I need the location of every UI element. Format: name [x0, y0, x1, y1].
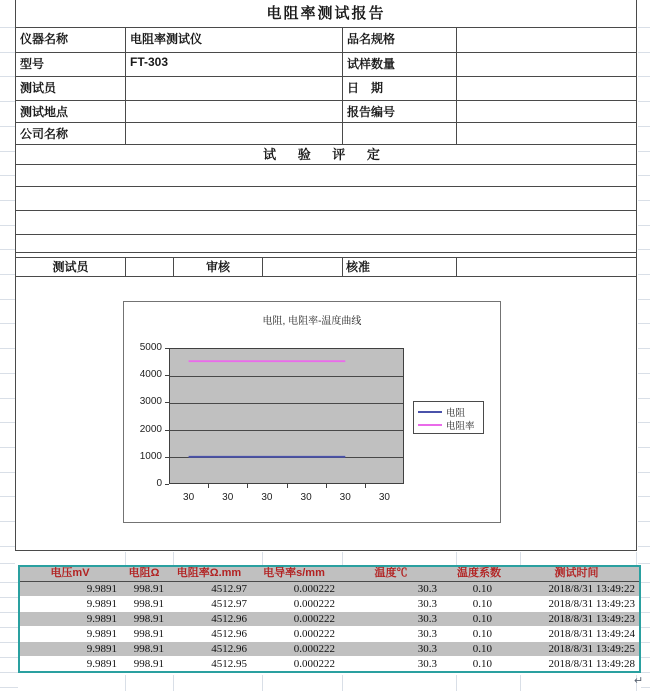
sheet-gridline [638, 521, 650, 522]
table-header-cell[interactable]: 电导率s/mm [263, 567, 325, 579]
chart-title: 电阻, 电阻率-温度曲线 [262, 316, 362, 327]
table-cell[interactable]: 0.000222 [293, 643, 335, 655]
sheet-gridline [456, 552, 457, 565]
sheet-gridline [0, 612, 18, 613]
table-cell[interactable]: 4512.97 [211, 598, 247, 610]
form-value-cell[interactable] [126, 123, 343, 144]
sheet-gridline [0, 52, 15, 53]
sheet-gridline [0, 521, 15, 522]
legend-line-swatch [418, 411, 442, 413]
table-cell[interactable]: 0.10 [472, 628, 492, 640]
table-cell[interactable]: 2018/8/31 13:49:25 [548, 643, 635, 655]
table-cell[interactable]: 4512.95 [211, 658, 247, 670]
table-cell[interactable]: 4512.97 [211, 583, 247, 595]
sheet-gridline [638, 563, 650, 564]
table-cell[interactable]: 998.91 [133, 658, 164, 670]
form-row [16, 28, 636, 53]
legend-line-swatch [418, 424, 442, 426]
x-axis-tick-label: 30 [339, 492, 351, 503]
approve-label-cell[interactable]: 核准 [343, 258, 457, 276]
sheet-gridline [638, 52, 650, 53]
table-cell[interactable]: 998.91 [133, 613, 164, 625]
sheet-gridline [0, 642, 18, 643]
sheet-gridline [0, 373, 15, 374]
table-cell[interactable]: 0.10 [472, 583, 492, 595]
table-row [20, 641, 639, 656]
table-cell[interactable]: 2018/8/31 13:49:23 [548, 598, 635, 610]
x-axis-tick [326, 484, 327, 488]
table-cell[interactable]: 9.9891 [86, 643, 117, 655]
measurement-table [18, 565, 641, 673]
form-value-cell[interactable] [457, 123, 636, 144]
form-label-cell[interactable]: 日 期 [343, 77, 457, 100]
table-cell[interactable]: 0.000222 [293, 658, 335, 670]
sheet-gridline [0, 126, 15, 127]
legend-entry [418, 418, 481, 431]
sheet-gridline [0, 496, 15, 497]
table-header-cell[interactable]: 测试时间 [554, 567, 599, 579]
form-label-cell[interactable]: 报告编号 [343, 101, 457, 122]
table-header-cell[interactable]: 温度系数 [457, 567, 501, 579]
form-value-cell[interactable] [457, 53, 636, 76]
table-row [20, 656, 639, 671]
sheet-gridline [0, 299, 15, 300]
legend-label: 电阻率 [446, 420, 475, 432]
form-label-cell[interactable]: 公司名称 [16, 123, 126, 144]
form-value-cell[interactable] [126, 101, 343, 122]
chart-series-lines [169, 348, 404, 484]
sheet-gridline [638, 546, 650, 547]
table-cell[interactable]: 30.3 [417, 658, 437, 670]
x-axis-tick-label: 30 [261, 492, 273, 503]
tester-label-cell[interactable]: 测试员 [16, 258, 126, 276]
table-cell[interactable]: 9.9891 [86, 613, 117, 625]
sheet-gridline [0, 398, 15, 399]
form-value-cell[interactable]: 电阻率测试仪 [126, 28, 343, 52]
table-cell[interactable]: 4512.96 [211, 643, 247, 655]
evaluation-empty-cell[interactable] [16, 187, 636, 211]
table-header-cell[interactable]: 电阻率Ω.mm [176, 567, 242, 579]
table-cell[interactable]: 998.91 [133, 598, 164, 610]
sheet-gridline [456, 675, 457, 691]
form-label-cell[interactable]: 测试员 [16, 77, 126, 100]
sheet-gridline [0, 447, 15, 448]
y-axis-tick-label: 4000 [139, 369, 162, 381]
table-cell[interactable]: 0.000222 [293, 598, 335, 610]
table-cell[interactable]: 2018/8/31 13:49:28 [548, 658, 635, 670]
y-axis-tick-label: 1000 [139, 450, 162, 462]
y-axis-tick-label: 2000 [139, 423, 162, 435]
sheet-gridline [0, 687, 18, 688]
form-row [16, 53, 636, 77]
return-mark: ↵ [634, 675, 644, 687]
table-cell[interactable]: 4512.96 [211, 628, 247, 640]
sheet-gridline [638, 323, 650, 324]
sheet-gridline [638, 373, 650, 374]
y-axis-tick-label: 5000 [139, 342, 162, 353]
report-title-cell[interactable]: 电阻率测试报告 [16, 0, 636, 28]
form-row [16, 123, 636, 145]
form-row [16, 101, 636, 123]
sheet-gridline [0, 200, 15, 201]
sheet-gridline [0, 249, 15, 250]
table-cell[interactable]: 30.3 [417, 598, 437, 610]
sheet-gridline [0, 27, 15, 28]
sheet-gridline [0, 274, 15, 275]
sheet-gridline [638, 398, 650, 399]
sheet-gridline [0, 563, 15, 564]
table-cell[interactable]: 0.000222 [293, 628, 335, 640]
sheet-gridline [125, 675, 126, 691]
signature-row [16, 257, 636, 277]
table-row [20, 582, 639, 596]
table-cell[interactable]: 0.10 [472, 643, 492, 655]
table-body [20, 582, 639, 671]
approve-value-cell[interactable] [457, 258, 636, 276]
sheet-gridline [0, 151, 15, 152]
form-label-cell[interactable]: 测试地点 [16, 101, 126, 122]
sheet-gridline [638, 249, 650, 250]
sheet-gridline [0, 546, 15, 547]
table-cell[interactable]: 9.9891 [86, 598, 117, 610]
table-row [20, 611, 639, 626]
legend-label: 电阻 [446, 407, 466, 419]
evaluation-empty-cell[interactable] [16, 165, 636, 187]
chart-legend [413, 401, 484, 434]
table-cell[interactable]: 998.91 [133, 628, 164, 640]
table-cell[interactable]: 998.91 [133, 643, 164, 655]
sheet-gridline [636, 552, 637, 565]
sheet-gridline [125, 552, 126, 565]
sheet-gridline [638, 76, 650, 77]
table-cell[interactable]: 9.9891 [86, 658, 117, 670]
form-label-cell[interactable]: 型号 [16, 53, 126, 76]
sheet-gridline [520, 675, 521, 691]
sheet-gridline [641, 612, 650, 613]
sheet-gridline [0, 422, 15, 423]
sheet-gridline [173, 675, 174, 691]
sheet-gridline [638, 151, 650, 152]
table-row [20, 626, 639, 641]
table-cell[interactable]: 30.3 [417, 583, 437, 595]
sheet-gridline [638, 274, 650, 275]
table-cell[interactable]: 2018/8/31 13:49:23 [548, 613, 635, 625]
x-axis-tick-label: 30 [183, 492, 195, 503]
sheet-gridline [262, 675, 263, 691]
form-label-cell[interactable]: 仪器名称 [16, 28, 126, 52]
sheet-gridline [0, 76, 15, 77]
x-axis-tick-label: 30 [222, 492, 234, 503]
y-axis-tick-label: 3000 [139, 396, 162, 408]
sheet-gridline [638, 447, 650, 448]
sheet-gridline [0, 472, 15, 473]
evaluation-empty-cell[interactable] [16, 235, 636, 253]
sheet-gridline [0, 672, 18, 673]
table-cell[interactable]: 9.9891 [86, 628, 117, 640]
legend-entry [418, 405, 481, 418]
sheet-gridline [638, 200, 650, 201]
table-cell[interactable]: 0.10 [472, 658, 492, 670]
sheet-gridline [0, 582, 18, 583]
form-value-cell[interactable] [457, 77, 636, 100]
form-label-cell[interactable] [343, 123, 457, 144]
x-axis-tick [208, 484, 209, 488]
form-value-cell[interactable]: FT-303 [126, 53, 343, 76]
sheet-gridline [638, 472, 650, 473]
sheet-gridline [342, 552, 343, 565]
sheet-gridline [638, 225, 650, 226]
table-cell[interactable]: 0.000222 [293, 613, 335, 625]
sheet-gridline [641, 627, 650, 628]
form-label-cell[interactable]: 品名规格 [343, 28, 457, 52]
table-header-cell[interactable]: 电阻Ω [128, 567, 160, 579]
table-row [20, 596, 639, 611]
table-header-row [20, 567, 639, 582]
sheet-gridline [638, 175, 650, 176]
audit-value-cell[interactable] [263, 258, 343, 276]
table-cell[interactable]: 0.000222 [293, 583, 335, 595]
table-cell[interactable]: 0.10 [472, 598, 492, 610]
sheet-gridline [641, 657, 650, 658]
evaluation-section-header-cell[interactable]: 试 验 评 定 [16, 145, 636, 165]
evaluation-empty-rows [16, 165, 636, 253]
sheet-gridline [641, 597, 650, 598]
sheet-gridline [638, 496, 650, 497]
temperature-curve-chart[interactable] [123, 301, 501, 523]
sheet-gridline [342, 675, 343, 691]
table-cell[interactable]: 30.3 [417, 628, 437, 640]
table-cell[interactable]: 2018/8/31 13:49:24 [548, 628, 635, 640]
sheet-gridline [638, 27, 650, 28]
sheet-gridline [641, 642, 650, 643]
table-cell[interactable]: 2018/8/31 13:49:22 [548, 583, 635, 595]
sheet-gridline [638, 348, 650, 349]
sheet-gridline [641, 582, 650, 583]
sheet-gridline [0, 323, 15, 324]
sheet-gridline [638, 101, 650, 102]
sheet-gridline [520, 552, 521, 565]
table-header-cell[interactable]: 电压mV [50, 567, 90, 579]
sheet-gridline [0, 597, 18, 598]
sheet-gridline [638, 126, 650, 127]
table-cell[interactable]: 30.3 [417, 643, 437, 655]
tester-value-cell[interactable] [126, 258, 174, 276]
form-value-cell[interactable] [457, 101, 636, 122]
x-axis-tick [287, 484, 288, 488]
table-cell[interactable]: 998.91 [133, 583, 164, 595]
table-cell[interactable]: 30.3 [417, 613, 437, 625]
x-axis-tick-label: 30 [378, 492, 390, 503]
evaluation-empty-cell[interactable] [16, 211, 636, 235]
sheet-gridline [0, 348, 15, 349]
table-cell[interactable]: 4512.96 [211, 613, 247, 625]
table-cell[interactable]: 0.10 [472, 613, 492, 625]
form-rows [16, 28, 636, 145]
sheet-gridline [173, 552, 174, 565]
x-axis-tick [365, 484, 366, 488]
sheet-gridline [0, 101, 15, 102]
form-row [16, 77, 636, 101]
sheet-gridline [0, 627, 18, 628]
sheet-gridline [0, 657, 18, 658]
y-axis-tick [165, 484, 169, 485]
sheet-gridline [0, 225, 15, 226]
form-value-cell[interactable] [457, 28, 636, 52]
form-label-cell[interactable]: 试样数量 [343, 53, 457, 76]
x-axis-tick [247, 484, 248, 488]
sheet-gridline [262, 552, 263, 565]
sheet-gridline [0, 175, 15, 176]
audit-label-cell[interactable]: 审核 [174, 258, 263, 276]
sheet-gridline [638, 299, 650, 300]
form-value-cell[interactable] [126, 77, 343, 100]
table-header-cell[interactable]: 温度℃ [374, 567, 408, 579]
sheet-gridline [641, 672, 650, 673]
sheet-gridline [641, 687, 650, 688]
y-axis-tick-label: 0 [156, 478, 162, 489]
sheet-gridline [638, 422, 650, 423]
x-axis-tick-label: 30 [300, 492, 312, 503]
table-cell[interactable]: 9.9891 [86, 583, 117, 595]
